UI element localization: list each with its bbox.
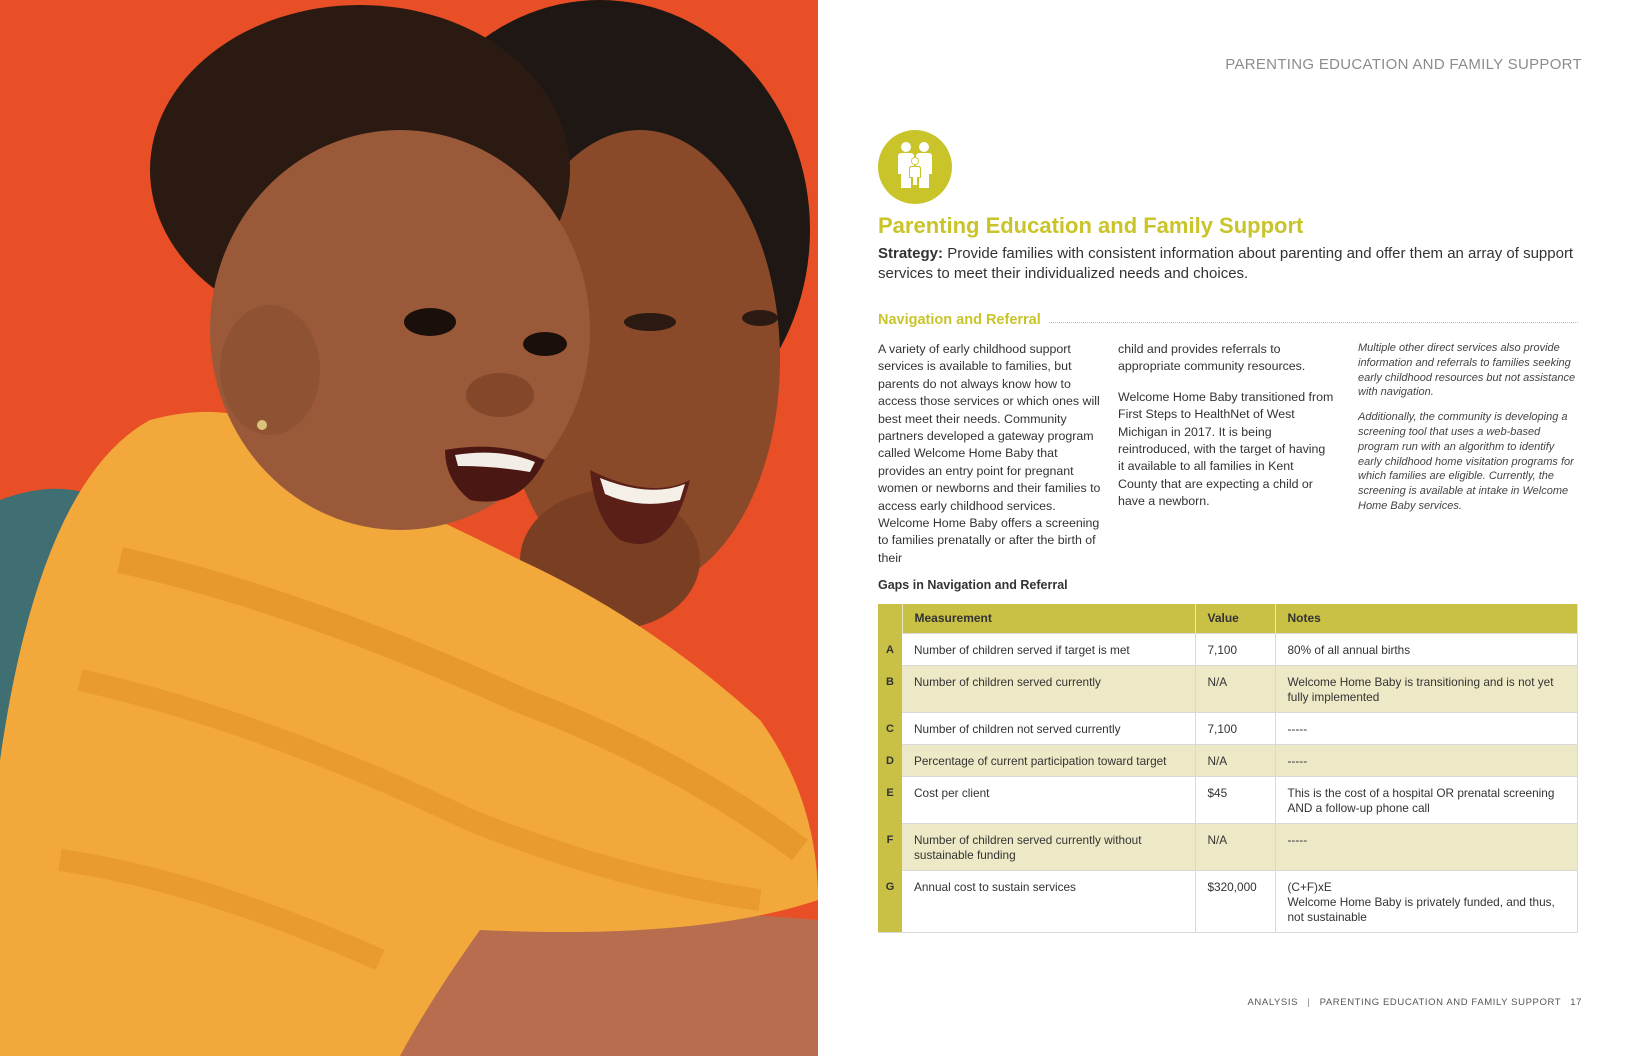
sidebar-column: [1358, 341, 1580, 514]
body-paragraph: Welcome Home Baby transitioned from First Steps to HealthNet of West Michigan in 2017. It is being reintroduced, with the target of having it available to all families in Kent County that are expecting a child or have a newborn.: [1118, 389, 1334, 509]
row-measurement: Number of children served currently without sustainable funding: [902, 823, 1195, 870]
row-notes: -----: [1275, 712, 1578, 744]
running-head: PARENTING EDUCATION AND FAMILY SUPPORT: [1225, 56, 1582, 73]
strategy-label: Strategy:: [878, 245, 944, 262]
table-row: [878, 776, 1578, 823]
row-value: 7,100: [1195, 712, 1275, 744]
row-notes: -----: [1275, 744, 1578, 776]
page-number: 17: [1570, 997, 1582, 1008]
body-column-2: [1118, 341, 1334, 511]
row-notes-detail: Welcome Home Baby is privately funded, and thus, not sustainable: [1287, 894, 1555, 924]
body-paragraph: A variety of early childhood support services is available to families, but parents do not always know how to access those services or which ones will best meet their needs. Community partners developed a gateway program called Welcome Home Baby that provides an entry point for pregnant women or newborns and their families to access early childhood services. Welcome Home Baby offers a screening to families prenatally or after the birth of their: [878, 342, 1101, 565]
table-row: [878, 823, 1578, 870]
row-letter: A: [878, 633, 902, 665]
row-measurement: Number of children served if target is met: [902, 633, 1195, 665]
row-notes: 80% of all annual births: [1275, 633, 1578, 665]
row-notes: This is the cost of a hospital OR prenatal screening AND a follow-up phone call: [1275, 776, 1578, 823]
gaps-table: [878, 604, 1578, 933]
row-notes: Welcome Home Baby is transitioning and is not yet fully implemented: [1275, 665, 1578, 712]
row-value: N/A: [1195, 665, 1275, 712]
row-value: 7,100: [1195, 633, 1275, 665]
row-measurement: Number of children served currently: [902, 665, 1195, 712]
strategy-paragraph: [878, 244, 1578, 284]
row-letter: D: [878, 744, 902, 776]
row-measurement: Annual cost to sustain services: [902, 870, 1195, 932]
header-letter-cell: [878, 604, 902, 633]
table-header-row: [878, 604, 1578, 633]
strategy-text: Provide families with consistent information about parenting and offer them an array of support services to meet their individualized needs and choices.: [878, 245, 1574, 282]
header-value: Value: [1195, 604, 1275, 633]
table-row: [878, 870, 1578, 932]
table-row: [878, 712, 1578, 744]
sidebar-paragraph: Additionally, the community is developing a screening tool that uses a web-based program run with an algorithm to identify early childhood home visitation programs for which families are eligible. Currently, the screening is available at intake in Welcome Home Baby services.: [1358, 411, 1574, 512]
footer-separator: |: [1307, 997, 1311, 1008]
table-title: Gaps in Navigation and Referral: [878, 578, 1068, 592]
footer-section: ANALYSIS: [1247, 997, 1299, 1008]
row-notes-formula: (C+F)xE: [1287, 879, 1332, 894]
row-value: N/A: [1195, 823, 1275, 870]
page-title: Parenting Education and Family Support: [878, 213, 1304, 238]
row-value: $320,000: [1195, 870, 1275, 932]
table-row: [878, 665, 1578, 712]
row-letter: C: [878, 712, 902, 744]
row-measurement: Cost per client: [902, 776, 1195, 823]
row-notes: [1275, 870, 1578, 932]
row-measurement: Number of children not served currently: [902, 712, 1195, 744]
family-icon: [878, 130, 952, 204]
row-letter: F: [878, 823, 902, 870]
sidebar-paragraph: Multiple other direct services also provide information and referrals to families seeking early childhood resources but not assistance with navigation.: [1358, 342, 1576, 399]
row-notes: -----: [1275, 823, 1578, 870]
row-value: $45: [1195, 776, 1275, 823]
row-letter: G: [878, 870, 902, 932]
footer-chapter: PARENTING EDUCATION AND FAMILY SUPPORT: [1319, 997, 1561, 1008]
row-letter: E: [878, 776, 902, 823]
table-row: [878, 633, 1578, 665]
header-measurement: Measurement: [902, 604, 1195, 633]
body-paragraph: child and provides referrals to appropriate community resources.: [1118, 342, 1306, 374]
section-heading-row: [878, 310, 1578, 330]
row-measurement: Percentage of current participation toward target: [902, 744, 1195, 776]
row-letter: B: [878, 665, 902, 712]
page-footer: [1247, 997, 1582, 1008]
header-notes: Notes: [1275, 604, 1578, 633]
dotted-rule: [1049, 322, 1578, 323]
table-row: [878, 744, 1578, 776]
section-heading: Navigation and Referral: [878, 312, 1041, 328]
row-value: N/A: [1195, 744, 1275, 776]
body-column-1: [878, 341, 1104, 567]
